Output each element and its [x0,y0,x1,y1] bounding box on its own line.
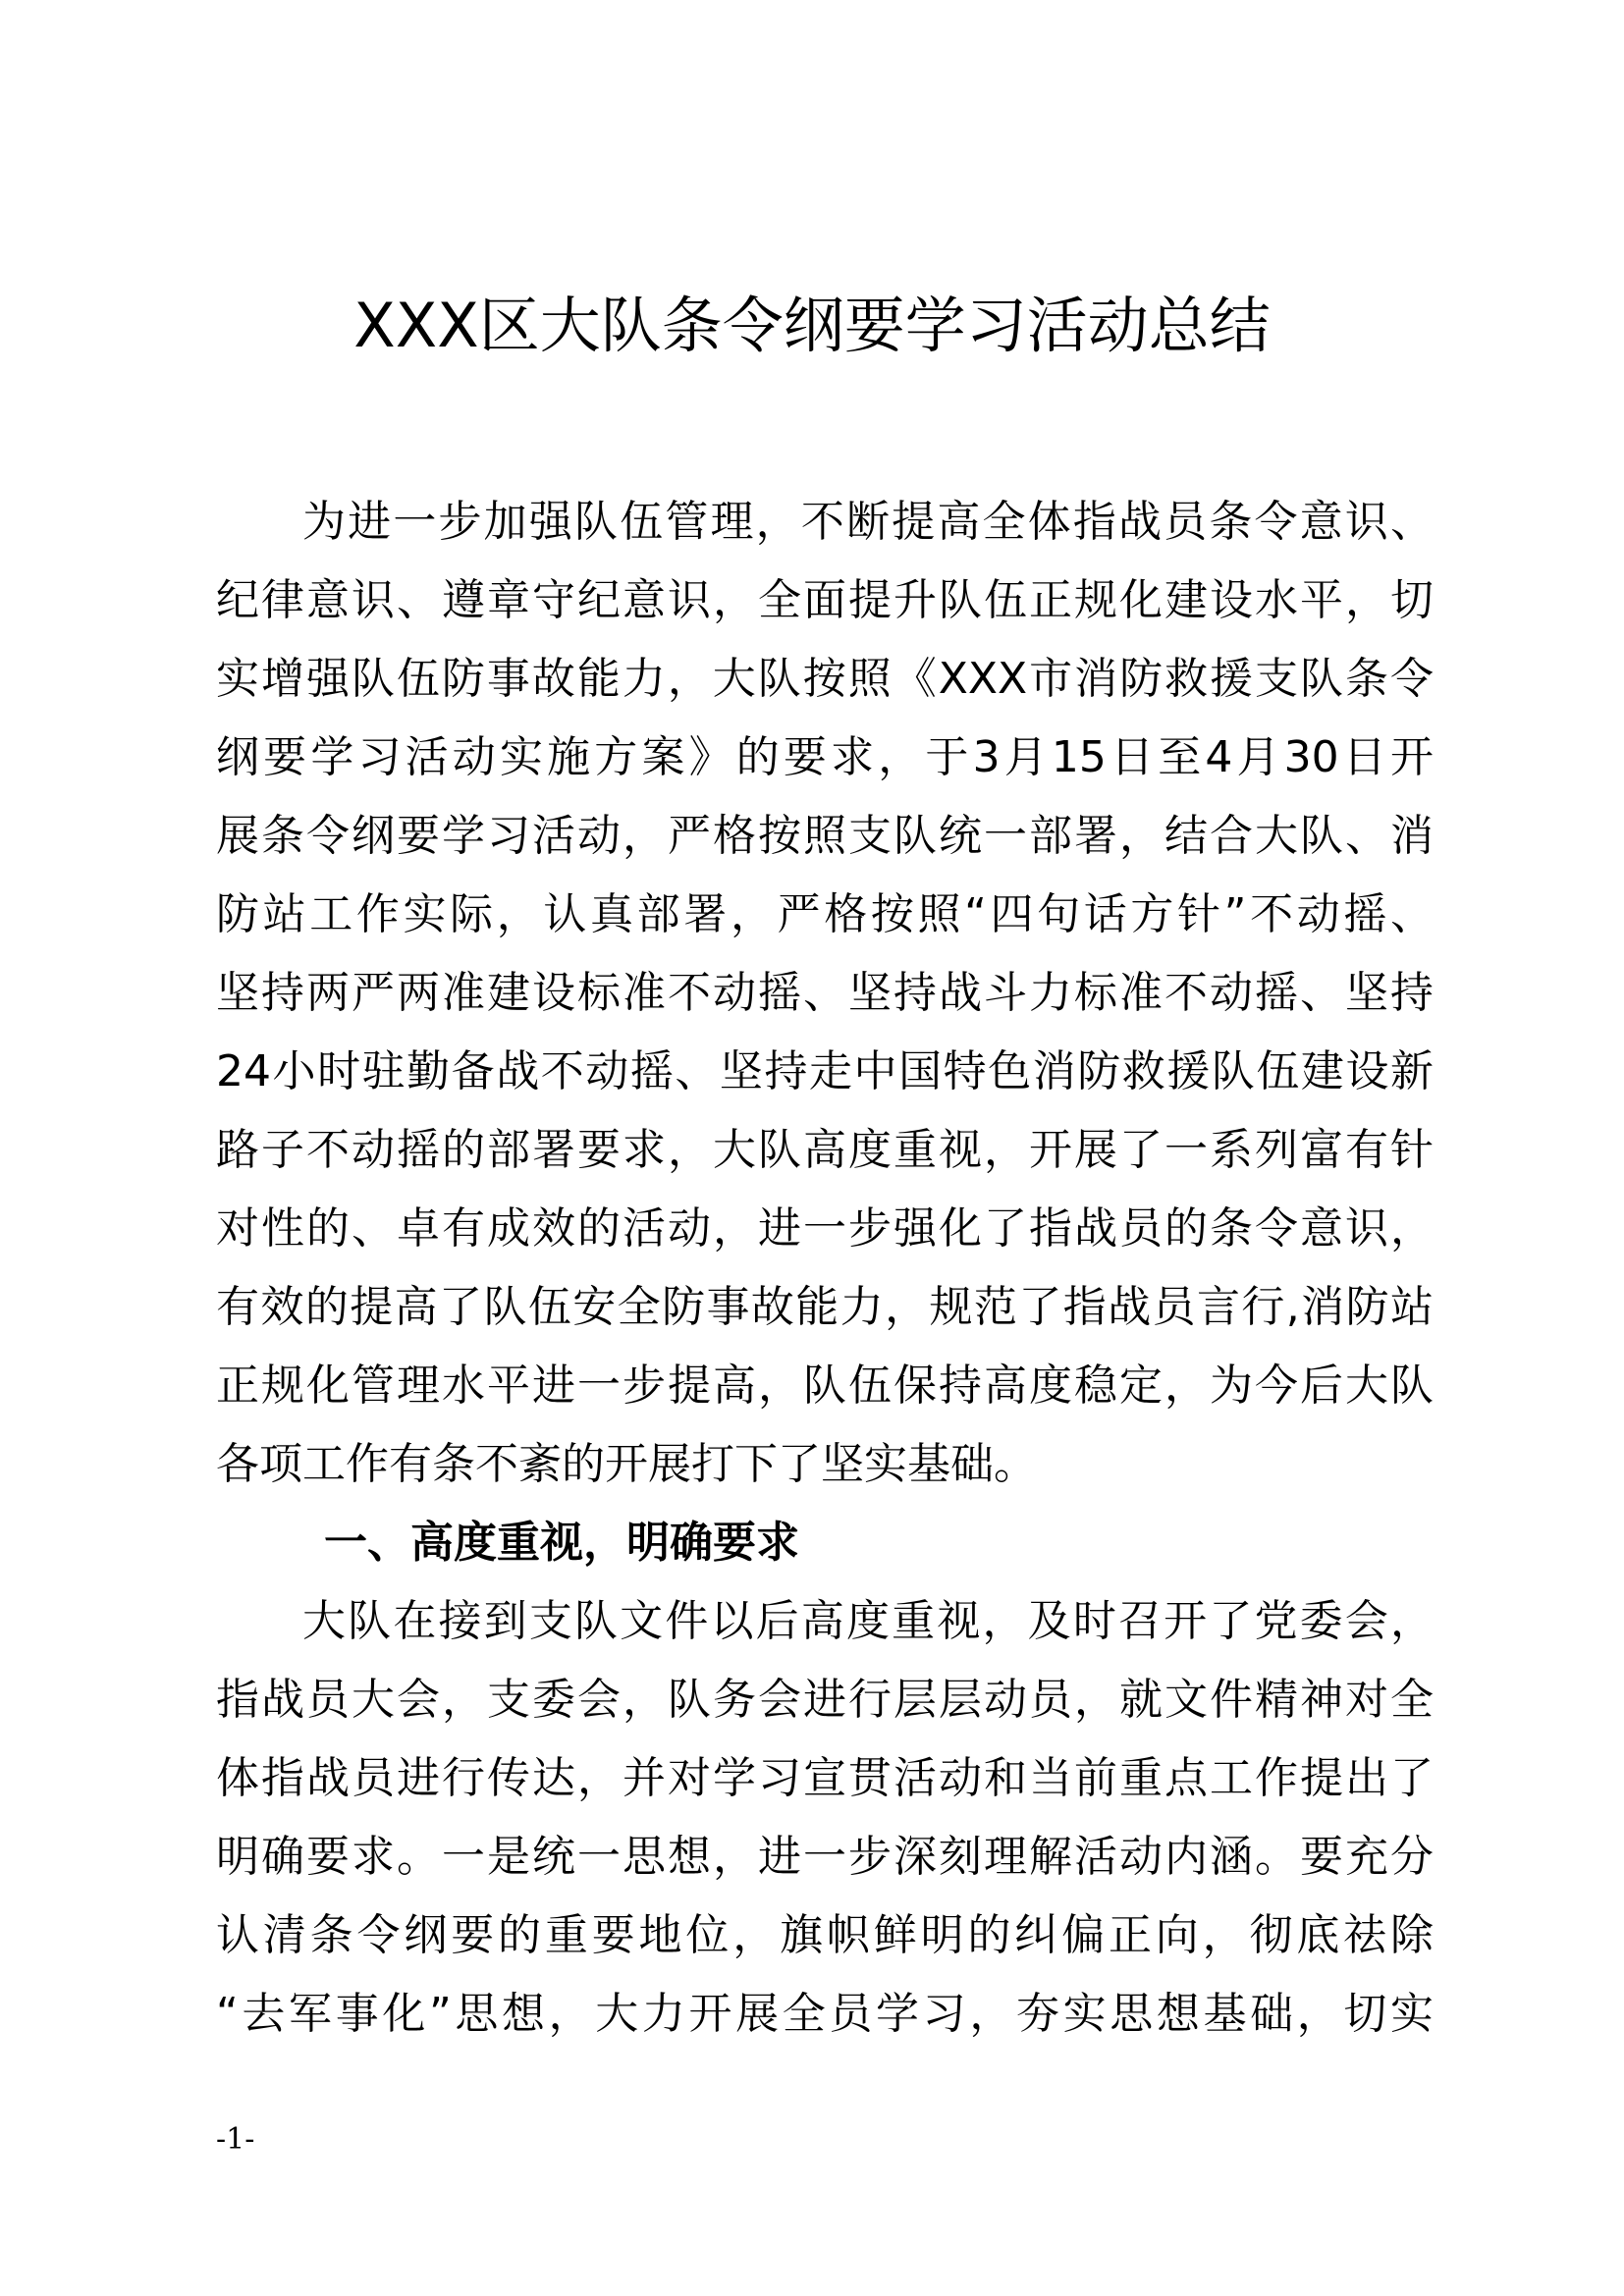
page-number: -1- [216,2122,255,2157]
text-line: 正规化管理水平进一步提高，队伍保持高度稳定，为今后大队 [216,1361,1434,1411]
text-line: “去军事化”思想，大力开展全员学习，夯实思想基础，切实 [216,1989,1434,2039]
text-line: 认清条令纲要的重要地位，旗帜鲜明的纠偏正向，彻底祛除 [216,1910,1434,1960]
text-line: 24小时驻勤备战不动摇、坚持走中国特色消防救援队伍建设新 [216,1046,1434,1096]
text-line: 各项工作有条不紊的开展打下了坚实基础。 [216,1439,1037,1489]
text-line: 纲要学习活动实施方案》的要求，于3月15日至4月30日开 [216,732,1434,782]
text-line: 为进一步加强队伍管理，不断提高全体指战员条令意识、 [302,497,1434,547]
text-line: 有效的提高了队伍安全防事故能力，规范了指战员言行,消防站 [216,1282,1434,1332]
text-line: 明确要求。一是统一思想，进一步深刻理解活动内涵。要充分 [216,1832,1434,1882]
text-line: 实增强队伍防事故能力，大队按照《XXX市消防救援支队条令 [216,654,1434,704]
paragraph-section1 [216,1582,1434,2054]
text-line: 纪律意识、遵章守纪意识，全面提升队伍正规化建设水平，切 [216,575,1434,625]
text-line: 路子不动摇的部署要求，大队高度重视，开展了一系列富有针 [216,1125,1434,1175]
section-heading: 一、高度重视，明确要求 [324,1518,799,1568]
text-line: 对性的、卓有成效的活动，进一步强化了指战员的条令意识， [216,1203,1434,1254]
text-line: 大队在接到支队文件以后高度重视，及时召开了党委会， [302,1596,1434,1646]
paragraph-intro [216,483,1434,1504]
text-line: 指战员大会，支委会，队务会进行层层动员，就文件精神对全 [216,1675,1434,1725]
text-line: 展条令纲要学习活动，严格按照支队统一部署，结合大队、消 [216,811,1434,861]
text-line: 坚持两严两准建设标准不动摇、坚持战斗力标准不动摇、坚持 [216,968,1434,1018]
document-title: XXX区大队条令纲要学习活动总结 [353,290,1271,361]
text-line: 体指战员进行传达，并对学习宣贯活动和当前重点工作提出了 [216,1753,1434,1803]
text-line: 防站工作实际，认真部署，严格按照“四句话方针”不动摇、 [216,889,1434,939]
